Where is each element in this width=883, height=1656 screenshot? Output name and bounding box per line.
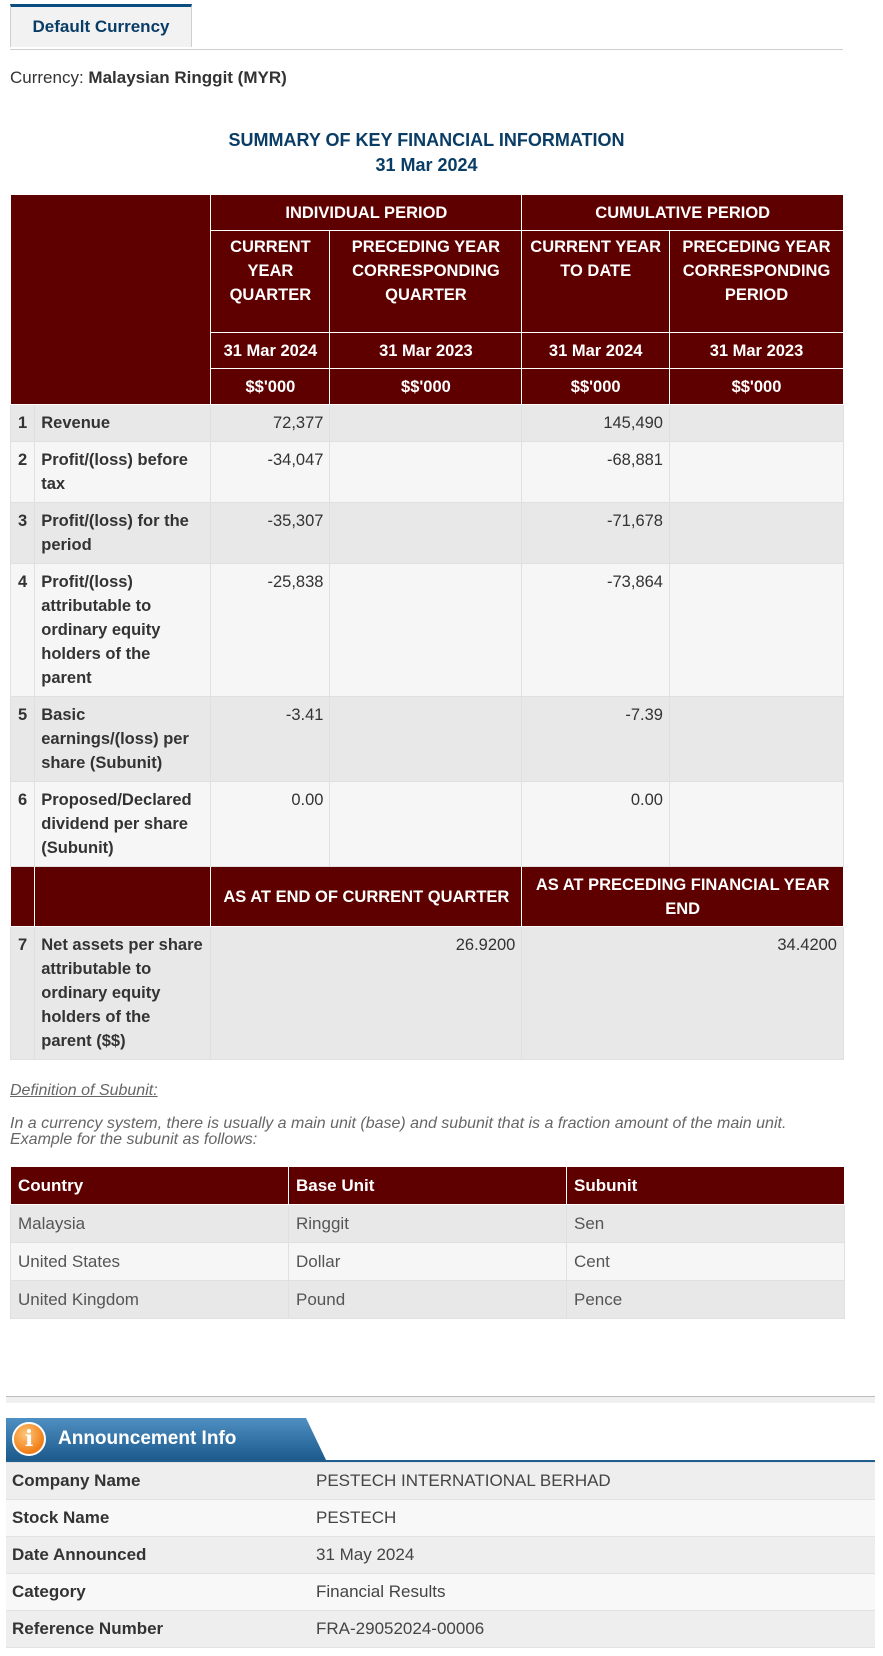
cell-preceding-year-quarter bbox=[330, 697, 522, 782]
asat-header-preceding: AS AT PRECEDING FINANCIAL YEAR END bbox=[522, 867, 844, 927]
table-row bbox=[11, 503, 844, 564]
cell-subunit: Cent bbox=[567, 1243, 845, 1281]
info-row bbox=[6, 1574, 875, 1611]
table-row bbox=[11, 1205, 845, 1243]
table-row bbox=[11, 442, 844, 503]
table-row bbox=[11, 697, 844, 782]
tab-bar bbox=[10, 4, 843, 50]
cell-preceding-year-quarter bbox=[330, 405, 522, 442]
group-header-individual: INDIVIDUAL PERIOD bbox=[211, 195, 522, 231]
cell-preceding-year-quarter bbox=[330, 564, 522, 697]
col-header-preceding-year-period: PRECEDING YEAR CORRESPONDING PERIOD bbox=[669, 231, 843, 333]
currency-line bbox=[10, 68, 287, 88]
cell-subunit: Sen bbox=[567, 1205, 845, 1243]
cell-preceding-year-period bbox=[669, 503, 843, 564]
subunit-header-base-unit: Base Unit bbox=[289, 1167, 567, 1205]
row-number: 4 bbox=[11, 564, 35, 697]
row-label: Net assets per share attributable to ordinary equity holders of the parent ($$) bbox=[35, 927, 211, 1060]
cell-current-year-quarter: -3.41 bbox=[211, 697, 330, 782]
subunit-note: In a currency system, there is usually a main unit (base) and subunit that is a fraction amount of the main unit. Example for the subunit as follows: bbox=[10, 1115, 787, 1148]
asat-header-current: AS AT END OF CURRENT QUARTER bbox=[211, 867, 522, 927]
announcement-info-table bbox=[6, 1462, 875, 1648]
row-number: 6 bbox=[11, 782, 35, 867]
cell-current-year-quarter: 72,377 bbox=[211, 405, 330, 442]
col-date: 31 Mar 2023 bbox=[669, 333, 843, 369]
cell-preceding-year-period bbox=[669, 405, 843, 442]
announcement-info-title: Announcement Info bbox=[58, 1428, 237, 1449]
row-label: Proposed/Declared dividend per share (Subunit) bbox=[35, 782, 211, 867]
cell-current-year-to-date: -73,864 bbox=[522, 564, 670, 697]
col-unit: $$'000 bbox=[522, 369, 670, 405]
col-unit: $$'000 bbox=[669, 369, 843, 405]
table-row bbox=[11, 564, 844, 697]
subunit-header-subunit: Subunit bbox=[567, 1167, 845, 1205]
row-number: 7 bbox=[11, 927, 35, 1060]
financial-summary-table bbox=[10, 194, 844, 1060]
info-value: Financial Results bbox=[306, 1574, 875, 1611]
row-number: 1 bbox=[11, 405, 35, 442]
header-blank bbox=[11, 195, 211, 405]
cell-base-unit: Ringgit bbox=[289, 1205, 567, 1243]
cell-current-year-to-date: -68,881 bbox=[522, 442, 670, 503]
info-row bbox=[6, 1500, 875, 1537]
col-header-current-year-to-date: CURRENT YEAR TO DATE bbox=[522, 231, 670, 333]
row-label: Basic earnings/(loss) per share (Subunit) bbox=[35, 697, 211, 782]
cell-country: United Kingdom bbox=[11, 1281, 289, 1319]
info-value: FRA-29052024-00006 bbox=[306, 1611, 875, 1648]
info-key: Date Announced bbox=[6, 1537, 306, 1574]
subunit-definition-title: Definition of Subunit: bbox=[10, 1082, 158, 1099]
row-number: 2 bbox=[11, 442, 35, 503]
info-key: Stock Name bbox=[6, 1500, 306, 1537]
row-label: Profit/(loss) for the period bbox=[35, 503, 211, 564]
cell-net-assets-preceding: 34.4200 bbox=[522, 927, 844, 1060]
info-key: Company Name bbox=[6, 1463, 306, 1500]
summary-date: 31 Mar 2024 bbox=[375, 155, 478, 175]
announcement-info-header bbox=[6, 1418, 875, 1462]
cell-preceding-year-period bbox=[669, 442, 843, 503]
currency-value: Malaysian Ringgit (MYR) bbox=[88, 68, 287, 87]
table-row bbox=[11, 927, 844, 1060]
cell-preceding-year-period bbox=[669, 697, 843, 782]
cell-country: United States bbox=[11, 1243, 289, 1281]
header-blank bbox=[11, 867, 35, 927]
table-row bbox=[11, 782, 844, 867]
summary-title-block bbox=[10, 128, 843, 178]
row-number: 5 bbox=[11, 697, 35, 782]
subunit-table bbox=[10, 1166, 845, 1319]
cell-current-year-to-date: -7.39 bbox=[522, 697, 670, 782]
cell-base-unit: Pound bbox=[289, 1281, 567, 1319]
info-value: 31 May 2024 bbox=[306, 1537, 875, 1574]
section-divider bbox=[6, 1396, 875, 1403]
cell-current-year-quarter: -25,838 bbox=[211, 564, 330, 697]
cell-current-year-to-date: 0.00 bbox=[522, 782, 670, 867]
row-label: Revenue bbox=[35, 405, 211, 442]
table-row bbox=[11, 1281, 845, 1319]
currency-label: Currency: bbox=[10, 68, 84, 87]
row-number: 3 bbox=[11, 503, 35, 564]
tab-default-currency[interactable]: Default Currency bbox=[10, 4, 192, 47]
info-row bbox=[6, 1537, 875, 1574]
header-blank bbox=[35, 867, 211, 927]
info-value: PESTECH bbox=[306, 1500, 875, 1537]
summary-title: SUMMARY OF KEY FINANCIAL INFORMATION bbox=[228, 130, 625, 150]
info-icon: i bbox=[12, 1422, 46, 1456]
info-value: PESTECH INTERNATIONAL BERHAD bbox=[306, 1463, 875, 1500]
subunit-header-country: Country bbox=[11, 1167, 289, 1205]
col-unit: $$'000 bbox=[330, 369, 522, 405]
cell-country: Malaysia bbox=[11, 1205, 289, 1243]
group-header-cumulative: CUMULATIVE PERIOD bbox=[522, 195, 844, 231]
info-key: Reference Number bbox=[6, 1611, 306, 1648]
info-key: Category bbox=[6, 1574, 306, 1611]
col-header-current-year-quarter: CURRENT YEAR QUARTER bbox=[211, 231, 330, 333]
cell-current-year-quarter: -35,307 bbox=[211, 503, 330, 564]
cell-preceding-year-quarter bbox=[330, 442, 522, 503]
col-date: 31 Mar 2024 bbox=[522, 333, 670, 369]
cell-current-year-quarter: -34,047 bbox=[211, 442, 330, 503]
row-label: Profit/(loss) attributable to ordinary equity holders of the parent bbox=[35, 564, 211, 697]
cell-base-unit: Dollar bbox=[289, 1243, 567, 1281]
info-row bbox=[6, 1611, 875, 1648]
cell-preceding-year-quarter bbox=[330, 503, 522, 564]
table-row bbox=[11, 1243, 845, 1281]
cell-subunit: Pence bbox=[567, 1281, 845, 1319]
table-row bbox=[11, 405, 844, 442]
cell-current-year-quarter: 0.00 bbox=[211, 782, 330, 867]
cell-current-year-to-date: -71,678 bbox=[522, 503, 670, 564]
col-unit: $$'000 bbox=[211, 369, 330, 405]
col-date: 31 Mar 2023 bbox=[330, 333, 522, 369]
col-date: 31 Mar 2024 bbox=[211, 333, 330, 369]
cell-preceding-year-period bbox=[669, 782, 843, 867]
col-header-preceding-year-quarter: PRECEDING YEAR CORRESPONDING QUARTER bbox=[330, 231, 522, 333]
cell-net-assets-current: 26.9200 bbox=[211, 927, 522, 1060]
info-row bbox=[6, 1463, 875, 1500]
cell-current-year-to-date: 145,490 bbox=[522, 405, 670, 442]
cell-preceding-year-period bbox=[669, 564, 843, 697]
cell-preceding-year-quarter bbox=[330, 782, 522, 867]
row-label: Profit/(loss) before tax bbox=[35, 442, 211, 503]
